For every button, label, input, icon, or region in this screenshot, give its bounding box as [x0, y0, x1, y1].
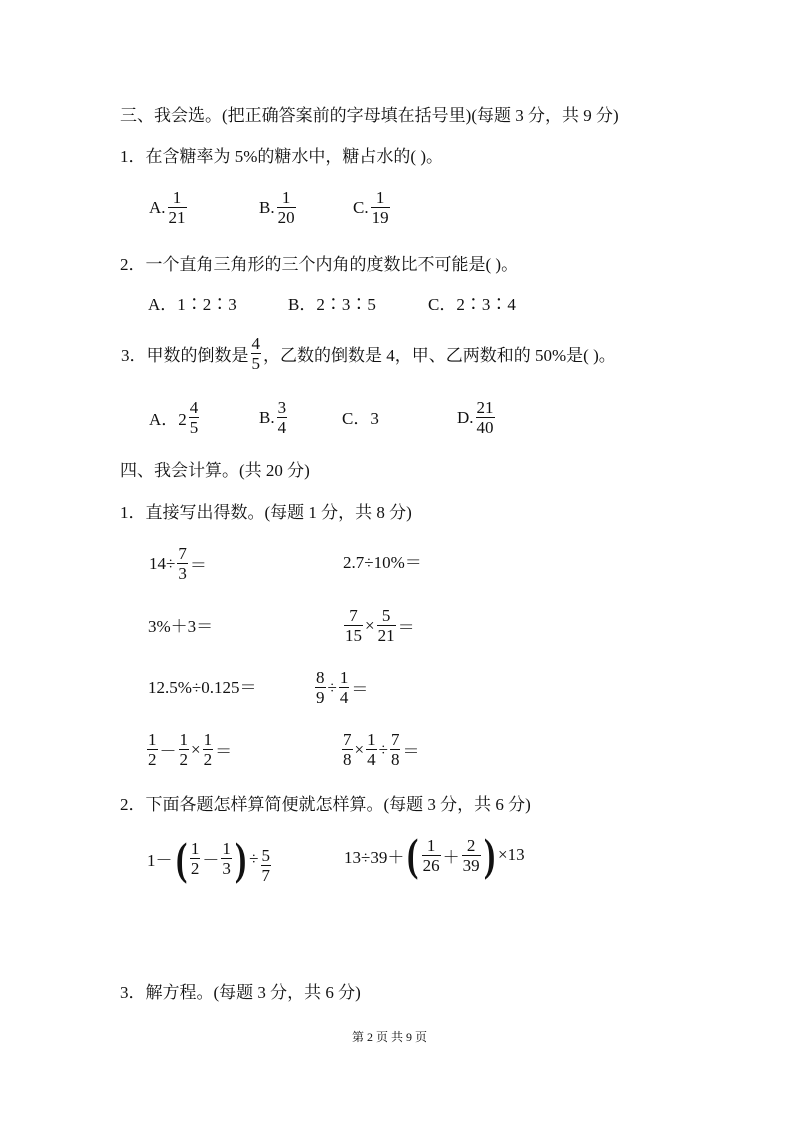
q3-option-d: D. $\frac{21}{40}$ — [457, 398, 494, 437]
calc-expr-3: 3%＋3＝ — [148, 617, 214, 636]
calc-expr-1: 14÷ $\frac{7}{3}$ ＝ — [149, 544, 207, 583]
left-paren: ( — [175, 832, 187, 884]
left-paren: ( — [407, 829, 419, 880]
calc-expr-6: $\frac{8}{9}$ ÷ $\frac{1}{4}$ ＝ — [316, 668, 369, 707]
fraction: $\frac{1}{4}$ — [339, 668, 349, 707]
part-2-title: 2．下面各题怎样算简便就怎样算。(每题 3 分，共 6 分) — [120, 795, 531, 814]
q3-option-c: C．3 — [342, 409, 379, 428]
q1-option-c — [352, 188, 391, 227]
fraction: $\frac{1}{21}$ — [168, 188, 186, 227]
q2-option-c: C．2∶3∶4 — [428, 295, 516, 314]
fraction: $\frac{3}{4}$ — [277, 398, 287, 437]
option-label: C. — [353, 197, 369, 217]
q1-option-a — [148, 188, 188, 227]
fraction: $\frac{1}{2}$ — [203, 730, 213, 769]
fraction: $\frac{7}{8}$ — [390, 730, 400, 769]
question-3-stem: 3．甲数的倒数是 $\frac{4}{5}$ ，乙数的倒数是 4，甲、乙两数和的 50%是( )。 — [121, 334, 616, 373]
fraction: $\frac{7}{15}$ — [345, 606, 362, 645]
right-paren: ) — [234, 832, 247, 884]
fraction: $\frac{5}{7}$ — [261, 846, 270, 885]
part-1-title: 1．直接写出得数。(每题 1 分，共 8 分) — [120, 503, 412, 522]
fraction: $\frac{1}{3}$ — [222, 839, 231, 878]
section-3-title: 三、我会选。(把正确答案前的字母填在括号里)(每题 3 分，共 9 分) — [120, 106, 619, 125]
fraction: $\frac{2}{39}$ — [462, 835, 480, 875]
page-footer: 第 2 页 共 9 页 — [352, 1030, 428, 1044]
part-3-title: 3．解方程。(每题 3 分，共 6 分) — [120, 983, 361, 1002]
fraction: $\frac{8}{9}$ — [316, 668, 325, 707]
option-label: B. — [259, 197, 275, 217]
simplify-expr-2: 13÷39＋( $\frac{1}{26}$ ＋ $\frac{2}{39}$ ) ×13 — [344, 829, 525, 880]
calc-expr-2: 2.7÷10%＝ — [343, 553, 422, 572]
fraction: $\frac{5}{21}$ — [377, 606, 395, 645]
fraction: $\frac{1}{2}$ — [148, 730, 157, 769]
fraction: $\frac{7}{3}$ — [178, 544, 187, 583]
right-paren: ) — [483, 829, 496, 880]
question-2-stem: 2．一个直角三角形的三个内角的度数比不可能是( )。 — [120, 255, 519, 274]
fraction: $\frac{1}{2}$ — [190, 839, 200, 878]
calc-expr-7: $\frac{1}{2}$ － $\frac{1}{2}$ × $\frac{1}{2}$ ＝ — [148, 730, 233, 769]
q1-option-b — [258, 188, 297, 227]
fraction: $\frac{4}{5}$ — [251, 334, 260, 373]
question-1-stem: 1．在含糖率为 5%的糖水中，糖占水的( )。 — [120, 147, 443, 166]
fraction: $\frac{1}{20}$ — [277, 188, 295, 227]
calc-expr-5: 12.5%÷0.125＝ — [148, 678, 257, 697]
fraction: $\frac{21}{40}$ — [476, 398, 494, 437]
option-label: A. — [149, 197, 166, 217]
fraction: $\frac{1}{4}$ — [367, 730, 376, 769]
calc-expr-4: $\frac{7}{15}$ × $\frac{5}{21}$ ＝ — [345, 606, 415, 645]
q2-option-a: A．1∶2∶3 — [148, 295, 237, 314]
q3-option-a: A．2 $\frac{4}{5}$ — [149, 398, 199, 437]
fraction: $\frac{7}{8}$ — [343, 730, 352, 769]
calc-expr-8: $\frac{7}{8}$ × $\frac{1}{4}$ ÷ $\frac{7}{8}$ ＝ — [343, 730, 420, 769]
fraction: $\frac{1}{26}$ — [422, 835, 440, 875]
q2-option-b: B．2∶3∶5 — [288, 295, 376, 314]
fraction: $\frac{1}{2}$ — [179, 730, 188, 769]
simplify-expr-1: 1－( $\frac{1}{2}$ － $\frac{1}{3}$ ) ÷ $\frac{5}{7}$ — [147, 832, 270, 885]
fraction: $\frac{1}{19}$ — [371, 188, 389, 227]
q3-option-b: B. $\frac{3}{4}$ — [259, 398, 287, 437]
section-4-title: 四、我会计算。(共 20 分) — [120, 461, 310, 480]
fraction: $\frac{4}{5}$ — [189, 398, 199, 437]
